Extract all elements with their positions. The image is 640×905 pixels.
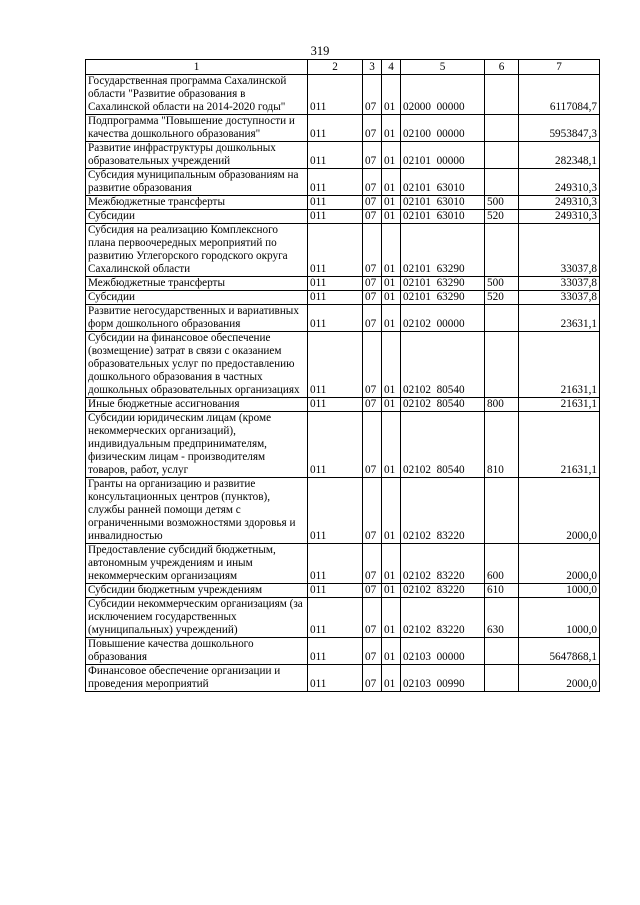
row-name: Субсидия муниципальным образованиям на развитие образования [86, 169, 308, 196]
row-section-code: 07 [363, 398, 382, 412]
row-ministry-code: 011 [308, 196, 363, 210]
row-expense-type: 500 [485, 196, 519, 210]
row-target-article: 02101 63010 [401, 196, 485, 210]
row-subsection-code: 01 [382, 75, 401, 115]
row-amount: 6117084,7 [519, 75, 600, 115]
row-expense-type: 810 [485, 412, 519, 478]
table-row [86, 277, 600, 291]
row-ministry-code: 011 [308, 478, 363, 544]
row-expense-type: 800 [485, 398, 519, 412]
row-name: Субсидии на финансовое обеспечение (возмещение) затрат в связи с оказанием образовательных услуг по предоставлению дошкольного образования в частных дошкольных образовательных организациях [86, 332, 308, 398]
row-ministry-code: 011 [308, 142, 363, 169]
row-amount: 282348,1 [519, 142, 600, 169]
row-section-code: 07 [363, 598, 382, 638]
row-expense-type [485, 638, 519, 665]
table-row [86, 398, 600, 412]
row-amount: 21631,1 [519, 412, 600, 478]
row-name: Субсидии юридическим лицам (кроме некоммерческих организаций), индивидуальным предпринимателям, физическим лицам - производителям товаров, работ, услуг [86, 412, 308, 478]
table-row [86, 115, 600, 142]
header-row [86, 60, 600, 75]
row-section-code: 07 [363, 224, 382, 277]
budget-table [85, 59, 600, 692]
row-amount: 21631,1 [519, 332, 600, 398]
row-section-code: 07 [363, 277, 382, 291]
row-subsection-code: 01 [382, 142, 401, 169]
row-section-code: 07 [363, 584, 382, 598]
row-expense-type: 610 [485, 584, 519, 598]
row-amount: 33037,8 [519, 291, 600, 305]
table-row [86, 291, 600, 305]
table-row [86, 142, 600, 169]
row-expense-type: 520 [485, 210, 519, 224]
row-ministry-code: 011 [308, 75, 363, 115]
row-ministry-code: 011 [308, 169, 363, 196]
table-row [86, 224, 600, 277]
row-target-article: 02102 80540 [401, 398, 485, 412]
row-amount: 1000,0 [519, 598, 600, 638]
row-subsection-code: 01 [382, 478, 401, 544]
row-subsection-code: 01 [382, 412, 401, 478]
table-row [86, 638, 600, 665]
header-col-3: 3 [363, 60, 382, 75]
row-expense-type [485, 478, 519, 544]
table-row [86, 544, 600, 584]
row-target-article: 02101 63290 [401, 277, 485, 291]
row-name: Повышение качества дошкольного образования [86, 638, 308, 665]
table-row [86, 75, 600, 115]
row-name: Субсидии бюджетным учреждениям [86, 584, 308, 598]
row-amount: 33037,8 [519, 277, 600, 291]
row-ministry-code: 011 [308, 584, 363, 598]
row-name: Субсидии [86, 210, 308, 224]
row-target-article: 02101 63010 [401, 169, 485, 196]
row-name: Субсидии [86, 291, 308, 305]
row-target-article: 02100 00000 [401, 115, 485, 142]
row-subsection-code: 01 [382, 115, 401, 142]
row-subsection-code: 01 [382, 638, 401, 665]
row-section-code: 07 [363, 169, 382, 196]
row-target-article: 02000 00000 [401, 75, 485, 115]
table-row [86, 665, 600, 692]
row-expense-type [485, 332, 519, 398]
row-section-code: 07 [363, 332, 382, 398]
row-section-code: 07 [363, 665, 382, 692]
row-amount: 5647868,1 [519, 638, 600, 665]
row-name: Развитие негосударственных и вариативных форм дошкольного образования [86, 305, 308, 332]
row-name: Субсидии некоммерческим организациям (за исключением государственных (муниципальных) учреждений) [86, 598, 308, 638]
row-target-article: 02101 00000 [401, 142, 485, 169]
row-amount: 2000,0 [519, 665, 600, 692]
row-ministry-code: 011 [308, 305, 363, 332]
row-target-article: 02101 63010 [401, 210, 485, 224]
row-amount: 33037,8 [519, 224, 600, 277]
row-subsection-code: 01 [382, 169, 401, 196]
row-amount: 249310,3 [519, 169, 600, 196]
row-ministry-code: 011 [308, 210, 363, 224]
row-expense-type [485, 665, 519, 692]
row-name: Иные бюджетные ассигнования [86, 398, 308, 412]
row-ministry-code: 011 [308, 398, 363, 412]
row-subsection-code: 01 [382, 291, 401, 305]
table-row [86, 478, 600, 544]
row-target-article: 02101 63290 [401, 224, 485, 277]
row-name: Развитие инфраструктуры дошкольных образовательных учреждений [86, 142, 308, 169]
row-ministry-code: 011 [308, 224, 363, 277]
row-subsection-code: 01 [382, 332, 401, 398]
row-amount: 2000,0 [519, 478, 600, 544]
row-subsection-code: 01 [382, 196, 401, 210]
row-target-article: 02102 83220 [401, 544, 485, 584]
row-section-code: 07 [363, 291, 382, 305]
row-target-article: 02102 80540 [401, 412, 485, 478]
row-name: Межбюджетные трансферты [86, 277, 308, 291]
row-amount: 23631,1 [519, 305, 600, 332]
header-col-1: 1 [86, 60, 308, 75]
row-target-article: 02102 83220 [401, 598, 485, 638]
row-target-article: 02101 63290 [401, 291, 485, 305]
row-target-article: 02103 00000 [401, 638, 485, 665]
row-section-code: 07 [363, 478, 382, 544]
row-expense-type: 600 [485, 544, 519, 584]
row-name: Субсидия на реализацию Комплексного плана первоочередных мероприятий по развитию Углегорского городского округа Сахалинской области [86, 224, 308, 277]
row-expense-type: 630 [485, 598, 519, 638]
row-name: Финансовое обеспечение организации и проведения мероприятий [86, 665, 308, 692]
row-name: Гранты на организацию и развитие консультационных центров (пунктов), службы ранней помощи детям с ограниченными возможностями здоровья и инвалидностью [86, 478, 308, 544]
row-expense-type [485, 115, 519, 142]
header-col-7: 7 [519, 60, 600, 75]
row-ministry-code: 011 [308, 638, 363, 665]
row-ministry-code: 011 [308, 598, 363, 638]
table-row [86, 210, 600, 224]
row-expense-type: 500 [485, 277, 519, 291]
table-row [86, 412, 600, 478]
row-subsection-code: 01 [382, 305, 401, 332]
row-subsection-code: 01 [382, 598, 401, 638]
row-ministry-code: 011 [308, 544, 363, 584]
row-target-article: 02102 80540 [401, 332, 485, 398]
row-expense-type [485, 305, 519, 332]
row-amount: 2000,0 [519, 544, 600, 584]
row-subsection-code: 01 [382, 584, 401, 598]
row-ministry-code: 011 [308, 665, 363, 692]
row-amount: 5953847,3 [519, 115, 600, 142]
row-ministry-code: 011 [308, 412, 363, 478]
row-amount: 21631,1 [519, 398, 600, 412]
table-row [86, 169, 600, 196]
row-ministry-code: 011 [308, 332, 363, 398]
row-section-code: 07 [363, 115, 382, 142]
row-amount: 249310,3 [519, 210, 600, 224]
row-name: Предоставление субсидий бюджетным, автономным учреждениям и иным некоммерческим организациям [86, 544, 308, 584]
row-section-code: 07 [363, 638, 382, 665]
row-subsection-code: 01 [382, 398, 401, 412]
row-section-code: 07 [363, 75, 382, 115]
table-row [86, 305, 600, 332]
row-name: Межбюджетные трансферты [86, 196, 308, 210]
row-name: Подпрограмма "Повышение доступности и качества дошкольного образования" [86, 115, 308, 142]
header-col-6: 6 [485, 60, 519, 75]
header-col-4: 4 [382, 60, 401, 75]
row-ministry-code: 011 [308, 291, 363, 305]
row-section-code: 07 [363, 544, 382, 584]
row-expense-type: 520 [485, 291, 519, 305]
row-subsection-code: 01 [382, 665, 401, 692]
table-row [86, 584, 600, 598]
row-section-code: 07 [363, 196, 382, 210]
row-target-article: 02102 00000 [401, 305, 485, 332]
row-ministry-code: 011 [308, 115, 363, 142]
row-section-code: 07 [363, 305, 382, 332]
row-subsection-code: 01 [382, 210, 401, 224]
row-name: Государственная программа Сахалинской области "Развитие образования в Сахалинской области на 2014-2020 годы" [86, 75, 308, 115]
table-row [86, 332, 600, 398]
row-target-article: 02102 83220 [401, 584, 485, 598]
row-subsection-code: 01 [382, 544, 401, 584]
row-section-code: 07 [363, 142, 382, 169]
row-ministry-code: 011 [308, 277, 363, 291]
row-target-article: 02102 83220 [401, 478, 485, 544]
header-col-5: 5 [401, 60, 485, 75]
header-col-2: 2 [308, 60, 363, 75]
table-row [86, 196, 600, 210]
row-subsection-code: 01 [382, 224, 401, 277]
row-expense-type [485, 169, 519, 196]
row-expense-type [485, 75, 519, 115]
row-expense-type [485, 142, 519, 169]
row-target-article: 02103 00990 [401, 665, 485, 692]
row-amount: 249310,3 [519, 196, 600, 210]
row-expense-type [485, 224, 519, 277]
table-row [86, 598, 600, 638]
row-amount: 1000,0 [519, 584, 600, 598]
page-number: 319 [310, 44, 330, 58]
row-section-code: 07 [363, 412, 382, 478]
row-section-code: 07 [363, 210, 382, 224]
row-subsection-code: 01 [382, 277, 401, 291]
